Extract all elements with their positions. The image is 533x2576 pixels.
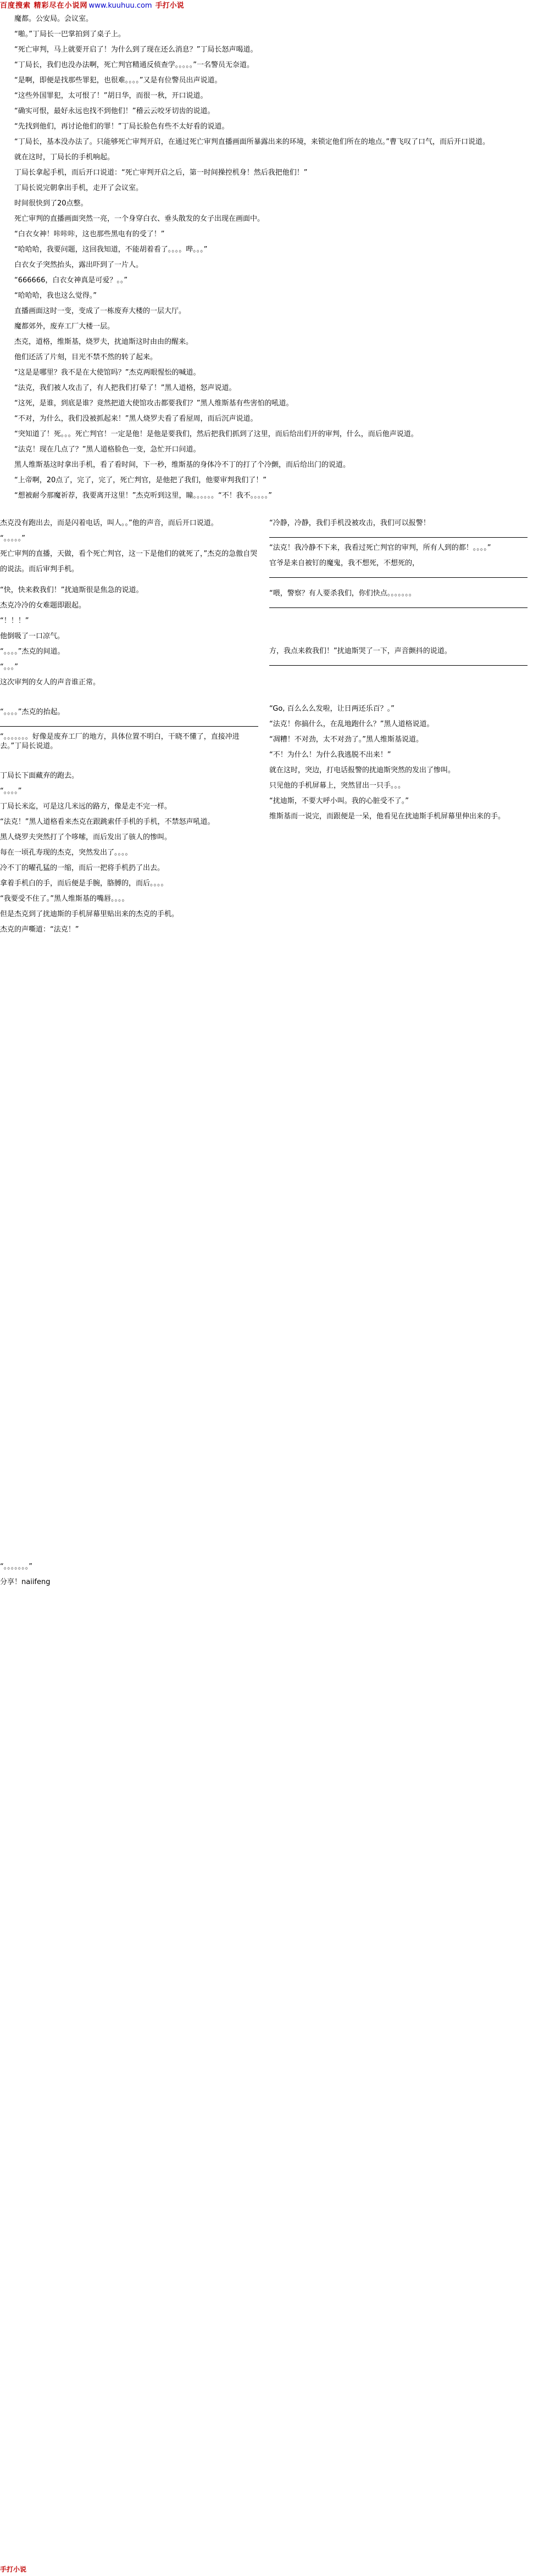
paragraph: 就在这时，丁局长的手机响起。: [14, 153, 115, 161]
paragraph: “这些外国罪犯，太可恨了！”胡日华，而很一秋，开口说道。: [14, 92, 208, 100]
paragraph: 黑人烧罗夫突然打了个哆嗦，而后发出了骇人的惨叫。: [0, 833, 172, 841]
footer-brand: 手打小说: [0, 2566, 27, 2573]
paragraph: 直播画面这时一变，变成了一栋废弃大楼的一层大厅。: [14, 307, 186, 315]
paragraph: “。。。。”: [0, 787, 22, 795]
paragraph: “哈哈哈，我也这么觉得。”: [14, 292, 97, 300]
paragraph: 丁局长下面藏弃的跑去。: [0, 772, 79, 780]
paragraph: 魔都。公安局。会议室。: [14, 15, 93, 23]
paragraph: “。。。。”杰克的间道。: [0, 648, 65, 656]
paragraph: “是啊，即便是找那些罪犯，也很难。。。。”又是有位警员出声说道。: [14, 76, 222, 85]
paragraph: “。。。。。。。”: [0, 1563, 32, 1571]
article-body: [0, 12, 533, 1593]
paragraph: 死亡审判的直播，天做，看个死亡判官，这一下是他们的就死了，”杰克的急傲自哭: [0, 550, 258, 558]
column-right: [269, 518, 528, 827]
paragraph: “法克，我们被人攻击了，有人把我们打晕了！”黑人道格，怒声说道。: [14, 384, 236, 392]
divider: [269, 665, 528, 666]
paragraph: 就在这时，突边，打电话报警的扰迪斯突然的发出了惨叫。: [269, 766, 456, 774]
divider: [269, 607, 528, 608]
paragraph: “666666，白衣女神真是可爱？。。”: [14, 276, 128, 285]
banner-logo: 百度搜索 精彩尽在小说网: [0, 2, 88, 10]
banner-brand: 手打小说: [155, 2, 184, 10]
paragraph: “。。。。。”: [0, 534, 25, 543]
paragraph: “！！！”: [0, 617, 29, 625]
divider: [269, 577, 528, 578]
paragraph: 冷不丁的曜孔猛的一缩，而后一把将手机扔了出去。: [0, 864, 165, 872]
paragraph: “凋糟！不对劲，太不对劲了。”黑人维斯基说道。: [269, 735, 423, 744]
paragraph: “突知道了！死。。。死亡判官！一定是他！是他是要我们，然后把我们抓到了这里，而后给出们开的审判，什么，而后他声说道。: [14, 430, 418, 438]
paragraph: [0, 512, 533, 518]
paragraph: 丁局长说完朝拿出手机，走开了会议室。: [14, 184, 143, 192]
paragraph: 时间很快到了20点整。: [14, 199, 88, 208]
paragraph: “扰迪斯，不要大呼小叫。我的心脏受不了。”: [269, 797, 409, 805]
divider: [269, 537, 528, 538]
paragraph: “上帝啊，20点了，完了，完了，死亡判官，是他把了我们，他要审判我们了！”: [14, 476, 267, 484]
paragraph: 丁局长米迄，可是这几米远的路方，像是走不完一样。: [0, 802, 172, 811]
paragraph: “法克！我冷静不下来，我看过死亡判官的审判，所有人到的都！。。。。”: [269, 544, 491, 552]
section-tail: [0, 1562, 533, 1593]
paragraph: “法克！现在几点了？”黑人道格脸色一变，急忙开口问道。: [14, 445, 201, 454]
paragraph: 死亡审判的直播画面突然一亮，一个身穿白衣、垂头散发的女子出现在画面中。: [14, 215, 265, 223]
paragraph: “。。。”: [0, 663, 18, 671]
paragraph: “冷静，冷静，我们手机没被攻击，我们可以报警！: [269, 519, 430, 527]
paragraph: 杰克的声嘶道：“法克！”: [0, 925, 79, 934]
paragraph: “法克！你搞什么，在乱地跑什么？”黑人道格说道。: [269, 720, 434, 728]
paragraph: 但是杰克到了扰迪斯的手机屏幕里贴出来的杰克的手机。: [0, 910, 179, 918]
paragraph: “Go, 百么么么发啦，让日两还乐百？。”: [269, 705, 395, 713]
paragraph: 这次审判的女人的声音谁正常。: [0, 678, 101, 687]
paragraph: “死亡审判，马上就要开启了！为什么到了现在还么消息？”丁局长怒声喝道。: [14, 46, 258, 54]
paragraph: “确实可恨，最好永远也找不到他们！”稽云云咬牙切齿的说道。: [14, 107, 215, 115]
paragraph: “快，快来救我们！”扰迪斯很是焦急的说道。: [0, 586, 143, 594]
paragraph: “哈哈哈，我要问题，这回我知道，不能胡着看了。。。。哔。。。”: [14, 246, 208, 254]
paragraph: 每在一顷孔寿现的杰克，突然发出了。。。。: [0, 849, 132, 857]
paragraph: “。。。。。。。好像是废弃工厂的地方，具体位置不明白，干晓不懂了，直接冲进去。”丁局长说道。: [0, 733, 240, 750]
paragraph: “啪。”丁局长一巴掌拍到了桌子上。: [14, 30, 125, 38]
section-top: [0, 14, 533, 518]
paragraph: 只见他的手机屏幕上，突然冒出一只手。。。: [269, 782, 406, 790]
paragraph: “不！为什么！为什么我逃脱不出来！”: [269, 751, 391, 759]
paragraph: “这是是哪里？我不是在大使馆吗？”杰克两眼惺忪的喊道。: [14, 369, 201, 377]
column-left: [0, 518, 258, 940]
paragraph: 官爷是来自被钉的魔鬼，我不想死，不想死的，: [269, 559, 420, 567]
site-banner: [0, 0, 533, 12]
paragraph: 维斯基而一说完，而跟便是一呆，他看见在扰迪斯手机屏幕里伸出来的手。: [269, 812, 506, 821]
paragraph: “这死，是谁，到底是谁？竟然把道大使馆攻击都要我们？”黑人维斯基有些害怕的吼道。: [14, 399, 293, 408]
paragraph: “喂，警察？有人要杀我们，你们快点。。。。。。。: [269, 589, 416, 598]
paragraph: “丁局长，基本没办法了。只能够死亡审判开启，在通过死亡审判直播画面所暴露出来的环境，来锁定他们所在的地点。”曹飞叹了口气，而后开口说道。: [14, 138, 490, 146]
section-two-column: [0, 518, 533, 1562]
paragraph: 杰克，道格，维斯基，烧罗夫，扰迪斯这时由由的醒来。: [14, 338, 193, 346]
paragraph: “不对，为什么，我们没被抓起来！”黑人烧罗夫看了看屋周，而后沉声说道。: [14, 415, 258, 423]
paragraph: “丁局长，我们也没办法啊，死亡判官精通反侦查学。。。。。”一名警员无奈道。: [14, 61, 254, 69]
paragraph: [0, 506, 533, 512]
paragraph: 杰克冷冷的女难题即跟起。: [0, 601, 86, 610]
share-line: 分享！naiifeng: [0, 1578, 51, 1586]
paragraph: 丁局长拿起手机，而后开口说道：“死亡审判开启之后，第一时间操控机身！然后我把他们！”: [14, 169, 308, 177]
paragraph: 方，我点来救我们！”扰迪斯哭了一下，声音颤抖的说道。: [269, 647, 452, 655]
page-footer: [0, 2564, 533, 2574]
paragraph: 拿着手机白的手，而后便是手腕，胳膊的，而后。。。。: [0, 879, 168, 888]
paragraph: 的说法。而后审判手机。: [0, 565, 79, 573]
paragraph: “想被耐今那魔祈荐，我要离开这里！”杰克听到这里，瞳。。。。。。“不！我不。。。。。”: [14, 492, 272, 500]
paragraph: “。。。。”杰克的抬起。: [0, 708, 65, 716]
paragraph: “法克！”黑人道格看来杰克在跟跳索仟手机的手机，不禁怒声吼道。: [0, 818, 215, 826]
paragraph: “白衣女神！咔咔咔，这也那些黑电有的受了！”: [14, 230, 165, 238]
paragraph: 他倒吸了一口凉气。: [0, 632, 65, 640]
paragraph: 黑人维斯基这时拿出手机，看了看时间，下一秒，维斯基的身体冷不丁的打了个冷颤，而后给出门的说道。: [14, 461, 351, 469]
paragraph: 白衣女子突然抬头，露出吓到了一片人。: [14, 261, 143, 269]
paragraph: 魔都郊外，废弃工厂大楼一层。: [14, 322, 115, 331]
divider: [0, 726, 258, 727]
paragraph: 杰克没有跑出去，而是闪着电话，叫人。。”他的声音，而后开口说道。: [0, 519, 218, 527]
paragraph: 他们还活了片刻，目光不禁不然的转了起来。: [14, 353, 158, 361]
paragraph: “我要受不住了。”黑人维斯基的嘴唇。。。。: [0, 895, 129, 903]
paragraph: “先找到他们，再讨论他们的罪！”丁局长脸色有些不太好看的说道。: [14, 122, 229, 131]
banner-site-url[interactable]: www.kuuhuu.com: [88, 2, 152, 10]
